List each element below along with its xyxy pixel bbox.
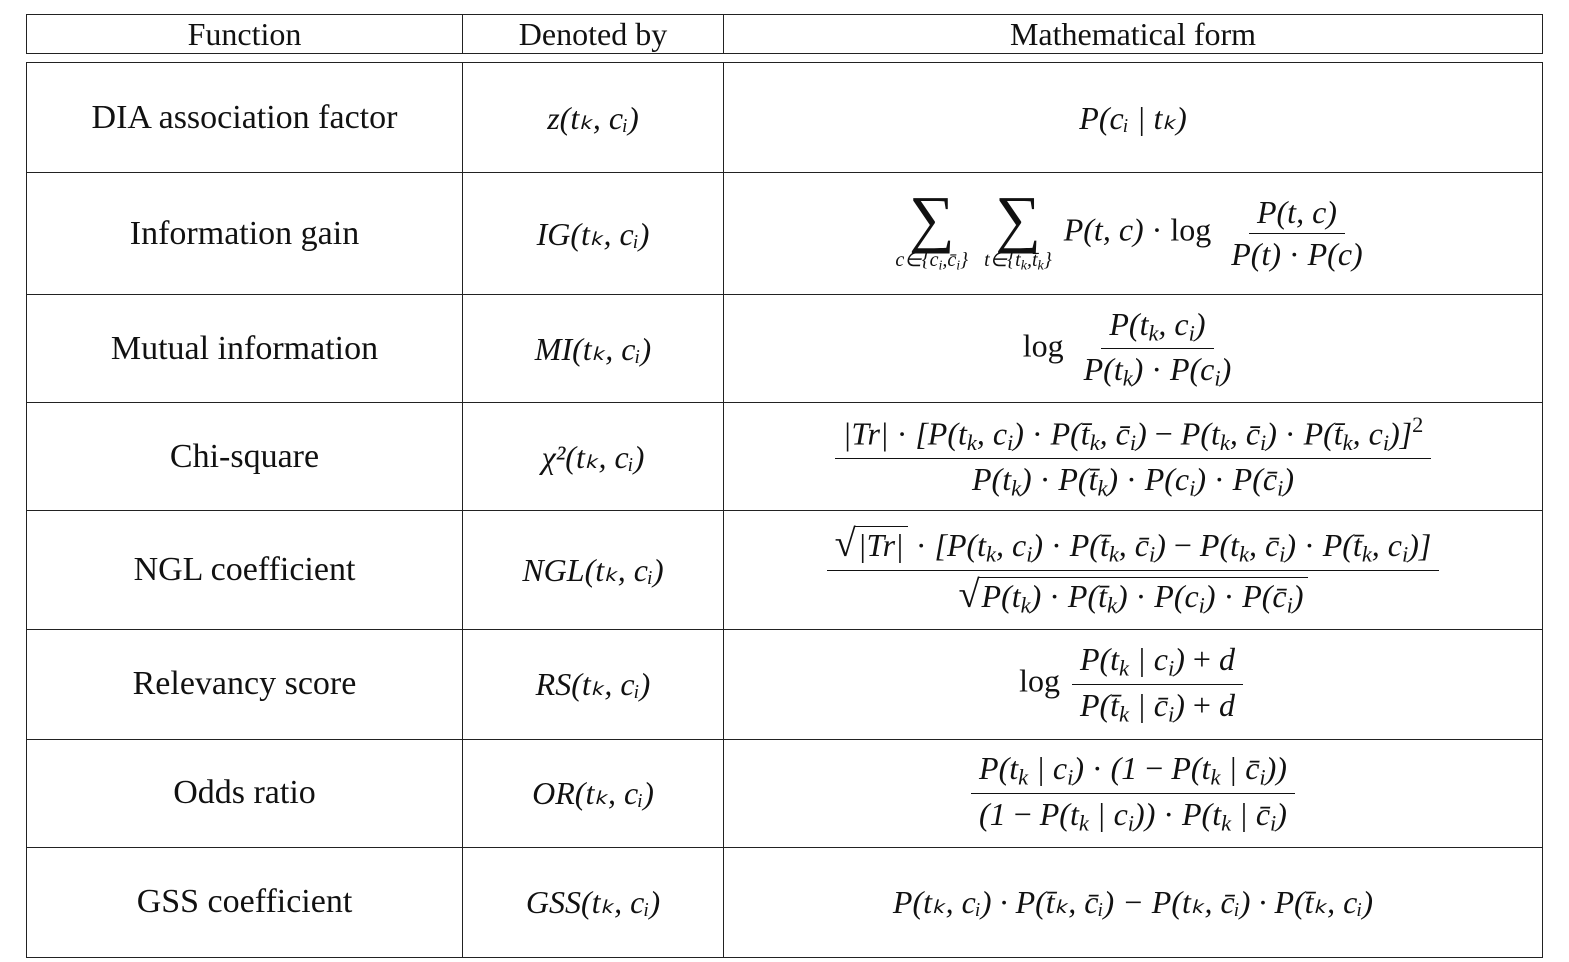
math-form — [724, 739, 1543, 847]
math-form — [724, 403, 1543, 511]
denoted-by — [463, 63, 724, 173]
denoted-text: OR(tₖ, cᵢ) — [532, 775, 654, 812]
denoted-text: z(tₖ, cᵢ) — [547, 99, 639, 136]
math-form — [724, 847, 1543, 957]
denoted-text: MI(tₖ, cᵢ) — [534, 330, 652, 367]
denoted-by — [463, 295, 724, 403]
header-denoted-by: Denoted by — [463, 15, 724, 53]
denoted-by — [463, 173, 724, 295]
table-row — [27, 511, 1543, 629]
denoted-by — [463, 403, 724, 511]
formula-render: $\frac{|Tr| \cdot [P(t_k, c_i) \cdot P(t̄_k, c̄_i) - P(t_k, c̄_i) \cdot P(t̄_k, c_i)]^2}{P(t_k) \cdot P(t̄_k) \cdot P(c_i) \cdot P(c̄_i)}$ — [831, 412, 1436, 502]
table-row — [27, 739, 1543, 847]
formula-render: $\frac{P(t_k | c_i) \cdot (1 - P(t_k | c̄_i))}{(1 - P(t_k | c_i)) \cdot P(t_k | c̄_i)}$ — [967, 750, 1299, 836]
denoted-by — [463, 511, 724, 629]
formula-text: P(tₖ, cᵢ) · P(t̄ₖ, c̄ᵢ) − P(tₖ, c̄ᵢ) · P(t̄ₖ, cᵢ) — [892, 884, 1374, 921]
denoted-text: RS(tₖ, cᵢ) — [535, 666, 651, 703]
function-name: NGL coefficient — [27, 511, 463, 629]
header-mathematical-form: Mathematical form — [1009, 16, 1257, 52]
function-name: DIA association factor — [27, 63, 463, 173]
function-name: GSS coefficient — [27, 847, 463, 957]
table-row — [27, 629, 1543, 739]
table-row — [27, 403, 1543, 511]
formula-render: log $\frac{P(t_k, c_i)}{P(t_k) \cdot P(c_i)}$ — [1022, 305, 1232, 391]
table-row — [27, 173, 1543, 295]
formula-render: $\frac{√|Tr| \cdot [P(t_k, c_i) \cdot P(t̄_k, c̄_i) - P(t_k, c̄_i) \cdot P(t̄_k, c_i)]}{√P(t_k) \cdot P(t̄_k) \cdot P(c_i) \cdot P(c̄_i)}$ — [823, 522, 1444, 618]
functions-table — [26, 62, 1543, 958]
math-form — [724, 511, 1543, 629]
math-form — [724, 295, 1543, 403]
function-name: Mutual information — [27, 295, 463, 403]
formula-text: P(cᵢ | tₖ) — [1079, 99, 1187, 136]
table-row — [27, 295, 1543, 403]
denoted-by — [463, 847, 724, 957]
table-row — [27, 63, 1543, 173]
math-form — [724, 63, 1543, 173]
denoted-text: χ²(tₖ, cᵢ) — [541, 438, 645, 475]
math-form — [724, 173, 1543, 295]
math-form — [724, 629, 1543, 739]
function-name: Information gain — [27, 173, 463, 295]
denoted-by — [463, 739, 724, 847]
header-function: Function — [27, 15, 463, 53]
denoted-text: IG(tₖ, cᵢ) — [536, 215, 650, 252]
table-header — [26, 14, 1543, 54]
formula-render: ∑ $c\in\{c_i,c̄_i\}$ ∑ $t\in\{t_k,t̄_k\}$ P(t, c) · log $\frac{P(t, c)}{P(t) \cdot P(c)}$ — [895, 183, 1363, 274]
denoted-text: NGL(tₖ, cᵢ) — [522, 552, 664, 589]
denoted-by — [463, 629, 724, 739]
formula-render: log $\frac{P(t_k | c_i) + d}{P(t̄_k | c̄_i) + d}$ — [1019, 641, 1247, 727]
function-name: Chi-square — [27, 403, 463, 511]
function-name: Relevancy score — [27, 629, 463, 739]
denoted-text: GSS(tₖ, cᵢ) — [525, 884, 661, 921]
function-name: Odds ratio — [27, 739, 463, 847]
table-row — [27, 847, 1543, 957]
